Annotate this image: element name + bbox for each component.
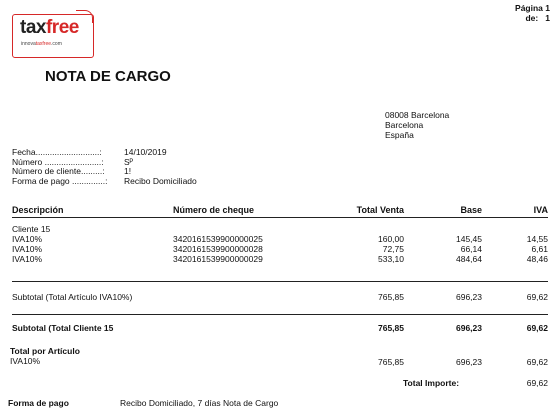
total-art-title: Total por Artículo bbox=[10, 346, 80, 356]
page-line-1: Página 1 bbox=[515, 3, 550, 13]
subtotal-cli-total: 765,85 bbox=[378, 323, 404, 333]
row-desc: IVA10% bbox=[12, 234, 43, 244]
total-importe-value: 69,62 bbox=[526, 378, 548, 388]
logo-text-free: free bbox=[45, 17, 79, 38]
subtotal-cli-label: Subtotal (Total Cliente 15 bbox=[12, 323, 114, 333]
col-header-iva: IVA bbox=[533, 205, 548, 215]
meta-label: Forma de pago ..............: bbox=[12, 175, 108, 186]
footer-value: Recibo Domiciliado, 7 días Nota de Cargo bbox=[120, 398, 279, 408]
header-rule bbox=[12, 217, 548, 218]
meta-row-forma-pago bbox=[12, 177, 197, 187]
row-total: 533,10 bbox=[378, 254, 404, 264]
page-number bbox=[515, 3, 550, 23]
meta-block bbox=[12, 148, 197, 186]
total-importe-label: Total Importe: bbox=[403, 378, 460, 388]
group-label: Cliente 15 bbox=[12, 224, 51, 234]
subtotal-art-iva: 69,62 bbox=[526, 292, 548, 302]
logo-tagline bbox=[21, 41, 62, 47]
address-line: Barcelona bbox=[385, 120, 424, 130]
page-line-2: de: 1 bbox=[525, 13, 550, 23]
row-total: 160,00 bbox=[378, 234, 404, 244]
address-block bbox=[385, 110, 449, 140]
subtotal-art-rule bbox=[12, 281, 548, 282]
subtotal-cli-rule bbox=[12, 314, 548, 315]
logo-tagline-a: innova bbox=[21, 41, 36, 47]
meta-value: Recibo Domiciliado bbox=[124, 175, 197, 186]
row-desc: IVA10% bbox=[12, 254, 43, 264]
logo-text-tax: tax bbox=[20, 17, 46, 38]
row-desc: IVA10% bbox=[12, 244, 43, 254]
row-cheque: 3420161539900000029 bbox=[173, 254, 263, 264]
meta-label: Número de cliente.........: bbox=[12, 166, 105, 176]
footer-label: Forma de pago bbox=[8, 398, 69, 408]
subtotal-cli-base: 696,23 bbox=[456, 323, 482, 333]
subtotal-art-total: 765,85 bbox=[378, 292, 404, 302]
row-iva: 6,61 bbox=[531, 244, 548, 254]
row-cheque: 3420161539900000025 bbox=[173, 234, 263, 244]
row-base: 484,64 bbox=[456, 254, 482, 264]
row-iva: 14,55 bbox=[526, 234, 548, 244]
logo-tagline-c: .com bbox=[51, 41, 62, 47]
total-art-iva: 69,62 bbox=[526, 357, 548, 367]
logo-tagline-b: taxfree bbox=[35, 41, 52, 47]
total-art-label: IVA10% bbox=[10, 356, 41, 366]
taxfree-logo bbox=[12, 14, 98, 60]
meta-value: 14/10/2019 bbox=[124, 147, 167, 157]
document-title: NOTA DE CARGO bbox=[45, 68, 171, 85]
meta-label: Número ........................: bbox=[12, 156, 104, 167]
subtotal-art-base: 696,23 bbox=[456, 292, 482, 302]
total-art-total: 765,85 bbox=[378, 357, 404, 367]
col-header-total-venta: Total Venta bbox=[356, 205, 404, 215]
subtotal-cli-iva: 69,62 bbox=[526, 323, 548, 333]
row-total: 72,75 bbox=[382, 244, 404, 254]
row-cheque: 3420161539900000028 bbox=[173, 244, 263, 254]
col-header-cheque: Número de cheque bbox=[173, 205, 255, 215]
col-header-base: Base bbox=[460, 205, 482, 215]
meta-label: Fecha...........................: bbox=[12, 147, 102, 157]
subtotal-art-label: Subtotal (Total Artículo IVA10%) bbox=[12, 292, 133, 302]
meta-value: Sᴾ bbox=[124, 156, 134, 167]
row-iva: 48,46 bbox=[526, 254, 548, 264]
row-base: 66,14 bbox=[460, 244, 482, 254]
meta-value: 1! bbox=[124, 166, 132, 176]
logo-wordmark bbox=[20, 17, 79, 39]
col-header-descripcion: Descripción bbox=[12, 205, 64, 215]
total-art-base: 696,23 bbox=[456, 357, 482, 367]
address-line: 08008 Barcelona bbox=[385, 110, 450, 120]
address-line: España bbox=[385, 130, 414, 140]
row-base: 145,45 bbox=[456, 234, 482, 244]
